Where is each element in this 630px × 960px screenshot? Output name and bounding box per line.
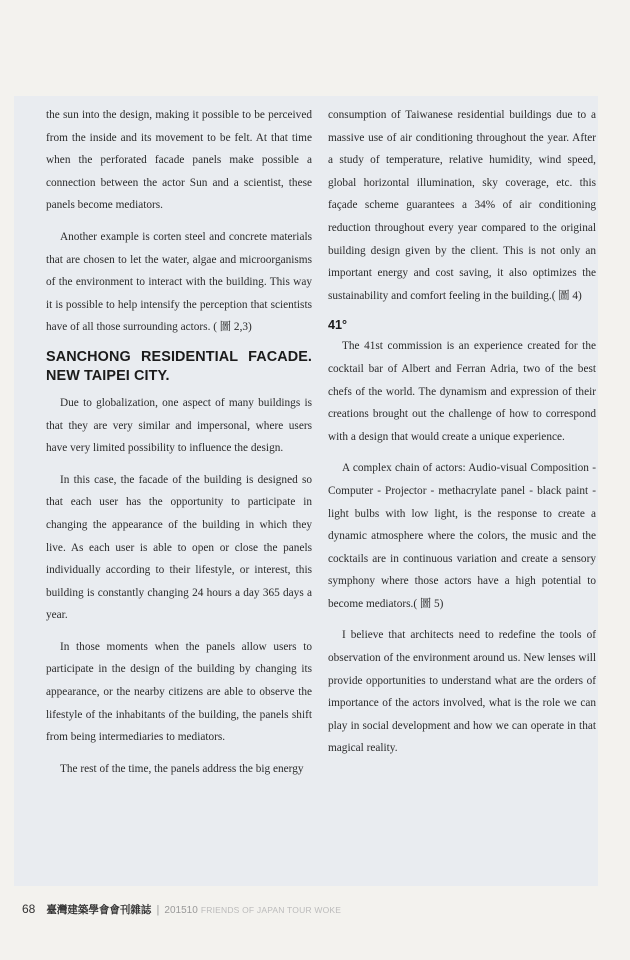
paragraph: A complex chain of actors: Audio-visual Composition - Computer - Projector - methacrylate panel - black paint - light bulbs with low light, is the response to create a dynamic atmosphere where the colors, the music and the cocktails are in continuous variation and create a sensory symphony where those actors have a high potential to become mediators.( 圖 5) bbox=[328, 462, 596, 610]
paragraph: Due to globalization, one aspect of many buildings is that they are very similar and impersonal, where users have very limited possibility to influence the design. bbox=[46, 396, 312, 455]
paragraph: In this case, the facade of the building is designed so that each user has the opportunity to participate in changing the appearance of the building in which they live. As each user is able to open or close the panels individually according to their lifestyle, or interest, this building is constantly changing 24 hours a day 365 days a year. bbox=[46, 473, 312, 622]
page-footer bbox=[22, 902, 341, 918]
paragraph: consumption of Taiwanese residential buildings due to a massive use of air conditioning throughout the year. After a study of temperature, relative humidity, wind speed, global horizontal illumination, sky coverage, etc. this façade scheme guarantees a 34% of air conditioning reduction throughout every year compared to the original building design given by the client. This is not only an important energy and cost saving, it also optimizes the sustainability and comfort feeling in the building.( 圖 4) bbox=[328, 109, 596, 302]
right-column bbox=[328, 104, 596, 769]
running-title: FRIENDS OF JAPAN TOUR WOKE bbox=[200, 905, 342, 915]
paragraph: the sun into the design, making it possible to be perceived from the inside and its movement to be felt. At that time when the perforated facade panels make possible a connection between the actor Sun and a scientist, these panels become mediators. bbox=[46, 109, 312, 212]
paragraph: Another example is corten steel and concrete materials that are chosen to let the water, algae and microorganisms of the environment to interact with the building. This way it is possible to help intensify the perception that scientists have of all those surrounding actors. ( 圖 2,3) bbox=[46, 230, 312, 334]
journal-title: 臺灣建築學會會刊雜誌 bbox=[46, 904, 152, 916]
page-number: 68 bbox=[22, 902, 36, 916]
left-column bbox=[46, 104, 312, 789]
paragraph: The rest of the time, the panels address the big energy bbox=[60, 762, 304, 775]
paragraph: The 41st commission is an experience created for the cocktail bar of Albert and Ferran Adria, two of the best chefs of the world. The dynamism and expression of their creations brought out the challenge of how to correspond with a design that would create a unique experience. bbox=[328, 340, 596, 443]
footer-separator: | bbox=[156, 904, 160, 916]
subsection-heading: 41° bbox=[328, 318, 348, 333]
issue-number: 201510 bbox=[164, 905, 198, 916]
paragraph: In those moments when the panels allow users to participate in the design of the building by changing its appearance, or the nearby citizens are able to observe the lifestyle of the inhabitants of the building, the panels shift from being intermediaries to mediators. bbox=[46, 640, 312, 744]
section-heading: SANCHONG RESIDENTIAL FACADE. NEW TAIPEI CITY. bbox=[46, 348, 312, 384]
paragraph: I believe that architects need to redefine the tools of observation of the environment around us. New lenses will provide opportunities to understand what are the orders of importance of the actors involved, what is the role we can play in social development and how we can operate in that magical reality. bbox=[328, 629, 596, 755]
